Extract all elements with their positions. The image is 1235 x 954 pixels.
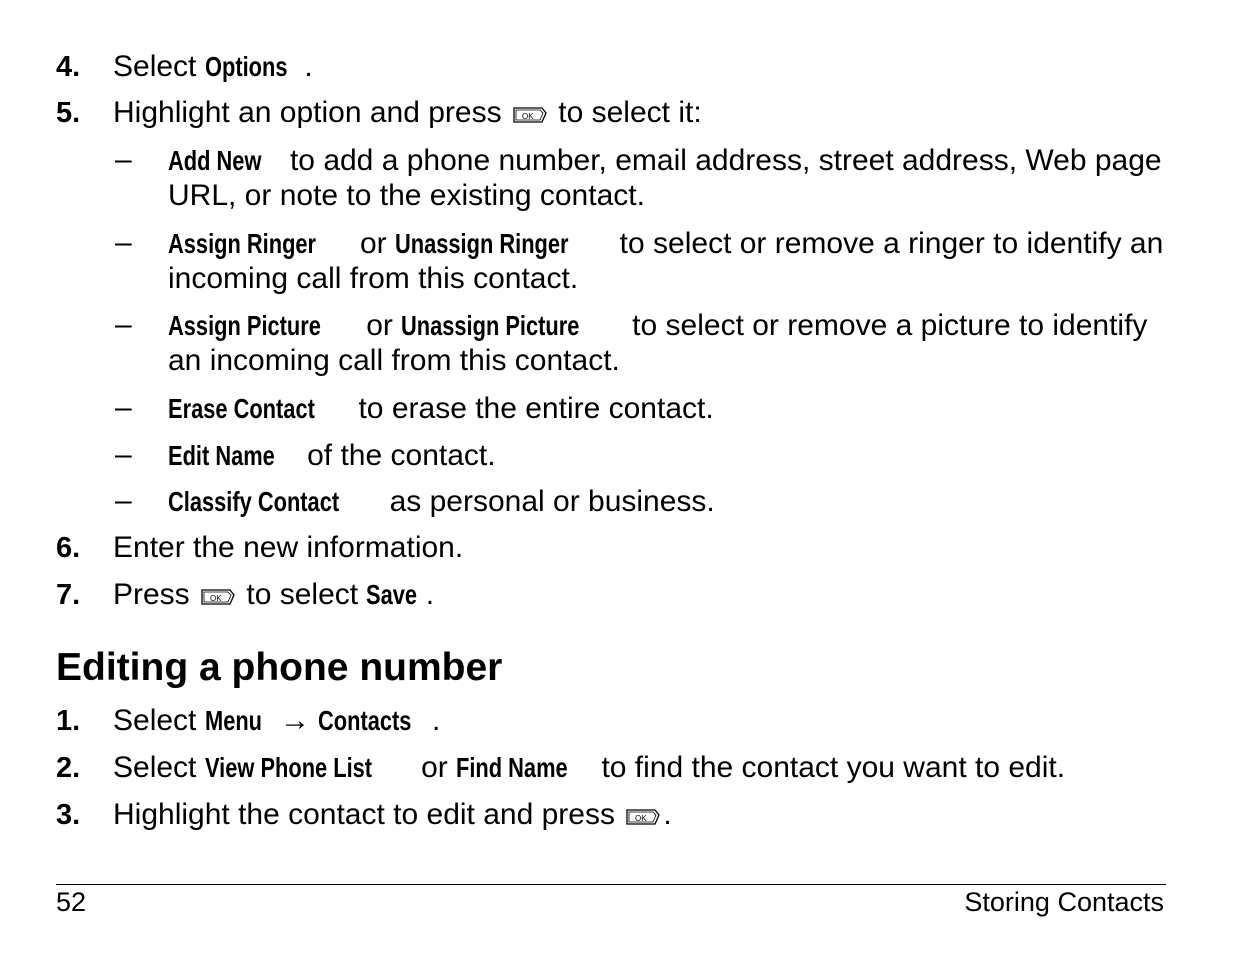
ui-label-options: Options xyxy=(204,51,288,82)
option-text xyxy=(168,438,1178,473)
step-number: 4. xyxy=(56,51,81,83)
step-text-post: to select it: xyxy=(549,96,702,129)
footer-rule xyxy=(56,884,1166,885)
step-text-pre: Select xyxy=(113,704,205,737)
svg-text:OK: OK xyxy=(521,112,534,121)
ui-label: Erase Contact xyxy=(168,393,315,424)
section-heading: Editing a phone number xyxy=(56,646,503,689)
step-text-pre: Press xyxy=(113,578,199,611)
step-text-mid: to select xyxy=(238,578,367,611)
step-text xyxy=(113,50,313,84)
option-text xyxy=(168,484,1178,519)
list-dash: – xyxy=(115,484,132,517)
chapter-title: Storing Contacts xyxy=(964,887,1164,917)
step-text-post: . xyxy=(425,578,435,611)
ui-label-contacts: Contacts xyxy=(318,705,412,736)
step-text xyxy=(113,578,434,612)
step-text xyxy=(113,798,672,832)
option-text xyxy=(168,143,1178,213)
option-text xyxy=(168,226,1178,296)
ui-label-save: Save xyxy=(366,579,418,610)
ui-label: Unassign Ringer xyxy=(395,228,569,259)
step-text xyxy=(113,704,440,738)
option-text xyxy=(168,391,1178,426)
ok-key-icon xyxy=(625,806,661,828)
step-text-pre: Highlight an option and press xyxy=(113,96,510,129)
step-text-post: . xyxy=(663,798,672,831)
step-text xyxy=(113,751,1065,785)
svg-text:OK: OK xyxy=(210,594,222,603)
option-description: to select or remove a picture to identify an incoming call from this contact. xyxy=(168,309,1148,377)
list-dash: – xyxy=(115,226,132,259)
step-number: 3. xyxy=(56,799,81,831)
option-description: to add a phone number, email address, street address, Web page URL, or note to the existing contact. xyxy=(168,144,1162,212)
ui-label-find-name: Find Name xyxy=(456,752,568,783)
step-text-pre: Highlight the contact to edit and press xyxy=(113,798,624,831)
ui-label-menu: Menu xyxy=(204,705,262,736)
list-dash: – xyxy=(115,308,132,341)
step-text-pre: Select xyxy=(113,751,205,784)
step-text xyxy=(113,96,702,130)
list-dash: – xyxy=(115,391,132,424)
option-description: as personal or business. xyxy=(381,485,715,518)
option-text xyxy=(168,308,1178,378)
option-or: or xyxy=(351,227,396,260)
ui-label: Assign Picture xyxy=(168,310,321,341)
arrow-icon: → xyxy=(271,704,319,737)
option-description: to erase the entire contact. xyxy=(350,392,714,425)
step-text-post: to find the contact you want to edit. xyxy=(593,751,1066,784)
ok-key-icon xyxy=(512,104,548,126)
option-or: or xyxy=(357,309,402,342)
ui-label-view-phone-list: View Phone List xyxy=(204,752,372,783)
ui-label: Add New xyxy=(168,145,262,176)
ok-key-icon xyxy=(200,586,236,608)
option-description: to select or remove a ringer to identify an incoming call from this contact. xyxy=(168,227,1164,295)
step-number: 7. xyxy=(56,579,81,611)
step-number: 1. xyxy=(56,705,81,737)
step-text-post: . xyxy=(431,704,441,737)
list-dash: – xyxy=(115,143,132,176)
step-text-post: . xyxy=(304,50,313,83)
step-text: Enter the new information. xyxy=(113,531,464,564)
step-number: 2. xyxy=(56,752,81,784)
step-number: 5. xyxy=(56,97,81,129)
ui-label: Assign Ringer xyxy=(168,228,317,259)
option-description: of the contact. xyxy=(298,439,496,472)
ui-label: Edit Name xyxy=(168,440,275,471)
ui-label: Unassign Picture xyxy=(401,310,580,341)
step-text-mid: or xyxy=(412,751,457,784)
step-text-pre: Select xyxy=(113,50,205,83)
ui-label: Classify Contact xyxy=(168,486,340,517)
step-number: 6. xyxy=(56,532,81,564)
page-number: 52 xyxy=(56,887,87,917)
svg-text:OK: OK xyxy=(635,814,647,823)
list-dash: – xyxy=(115,438,132,471)
